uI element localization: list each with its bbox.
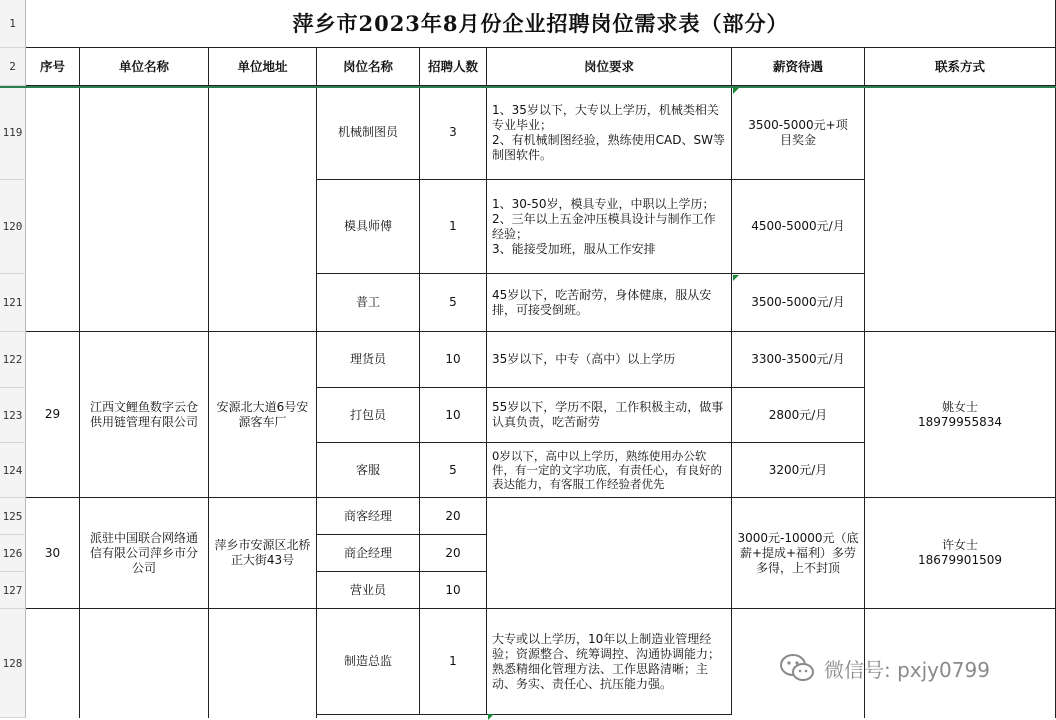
- count-cell[interactable]: 1: [420, 609, 487, 715]
- count-cell[interactable]: 20: [420, 535, 487, 572]
- cell-marker: [488, 714, 494, 720]
- header-contact[interactable]: 联系方式: [865, 48, 1056, 86]
- position-cell[interactable]: 商企经理: [317, 535, 420, 572]
- sheet-title[interactable]: 萍乡市2023年8月份企业招聘岗位需求表（部分）: [26, 0, 1056, 48]
- contact-cell-blank[interactable]: [865, 86, 1056, 332]
- row-header-126[interactable]: 126: [0, 535, 26, 572]
- salary-cell[interactable]: 3500-5000元+项目奖金: [732, 86, 865, 180]
- salary-cell[interactable]: 3500-5000元/月: [732, 274, 865, 332]
- position-cell[interactable]: 营业员: [317, 572, 420, 609]
- cell-marker: [733, 275, 739, 281]
- seq-cell-blank[interactable]: [26, 86, 80, 332]
- header-address[interactable]: 单位地址: [209, 48, 317, 86]
- header-seq[interactable]: 序号: [26, 48, 80, 86]
- seq-cell-blank[interactable]: [26, 609, 80, 718]
- row-header-125[interactable]: 125: [0, 498, 26, 535]
- cell-marker: [733, 88, 739, 94]
- requirements-cell[interactable]: 1、30-50岁，模具专业，中职以上学历； 2、三年以上五金冲压模具设计与制作工作经验； 3、能接受加班，服从工作安排: [487, 180, 732, 274]
- position-cell[interactable]: 制造总监: [317, 609, 420, 715]
- position-cell[interactable]: 普工: [317, 274, 420, 332]
- requirements-cell[interactable]: 45岁以下，吃苦耐劳，身体健康，服从安排，可接受倒班。: [487, 274, 732, 332]
- salary-cell[interactable]: 3300-3500元/月: [732, 332, 865, 388]
- row-header-122[interactable]: 122: [0, 332, 26, 388]
- count-cell[interactable]: 10: [420, 332, 487, 388]
- count-cell[interactable]: 10: [420, 388, 487, 443]
- count-cell[interactable]: 20: [420, 498, 487, 535]
- requirements-cell[interactable]: 35岁以下，中专（高中）以上学历: [487, 332, 732, 388]
- position-cell[interactable]: 客服: [317, 443, 420, 498]
- salary-cell[interactable]: 3200元/月: [732, 443, 865, 498]
- address-cell-blank[interactable]: [209, 86, 317, 332]
- company-cell-blank[interactable]: [80, 86, 209, 332]
- contact-cell[interactable]: 姚女士 18979955834: [865, 332, 1056, 498]
- requirements-cell[interactable]: 55岁以下，学历不限，工作积极主动，做事认真负责，吃苦耐劳: [487, 388, 732, 443]
- position-cell[interactable]: 机械制图员: [317, 86, 420, 180]
- contact-cell[interactable]: 许女士 18679901509: [865, 498, 1056, 609]
- seq-cell[interactable]: 30: [26, 498, 80, 609]
- position-cell[interactable]: 打包员: [317, 388, 420, 443]
- count-cell[interactable]: 3: [420, 86, 487, 180]
- row-header-124[interactable]: 124: [0, 443, 26, 498]
- watermark: [778, 648, 1048, 688]
- count-cell[interactable]: 1: [420, 180, 487, 274]
- requirements-cell[interactable]: 大专或以上学历，10年以上制造业管理经验；资源整合、统筹调控、沟通协调能力；熟悉精细化管理方法、工作思路清晰；主动、务实、责任心、抗压能力强。: [487, 609, 732, 715]
- requirements-cell[interactable]: 1、35岁以下，大专以上学历，机械类相关专业毕业； 2、有机械制图经验，熟练使用CAD、SW等制图软件。: [487, 86, 732, 180]
- company-cell[interactable]: 派驻中国联合网络通信有限公司萍乡市分公司: [80, 498, 209, 609]
- header-count[interactable]: 招聘人数: [420, 48, 487, 86]
- position-cell[interactable]: 商客经理: [317, 498, 420, 535]
- count-cell[interactable]: 5: [420, 443, 487, 498]
- salary-cell[interactable]: 4500-5000元/月: [732, 180, 865, 274]
- address-cell[interactable]: 安源北大道6号安源客车厂: [209, 332, 317, 498]
- header-salary[interactable]: 薪资待遇: [732, 48, 865, 86]
- address-cell-blank[interactable]: [209, 609, 317, 718]
- wechat-icon: [778, 653, 816, 683]
- frozen-pane-divider: [0, 86, 1056, 88]
- seq-cell[interactable]: 29: [26, 332, 80, 498]
- header-company[interactable]: 单位名称: [80, 48, 209, 86]
- header-requirements[interactable]: 岗位要求: [487, 48, 732, 86]
- position-cell[interactable]: 理货员: [317, 332, 420, 388]
- requirements-cell-blank[interactable]: [487, 498, 732, 609]
- salary-cell[interactable]: 2800元/月: [732, 388, 865, 443]
- count-cell[interactable]: 5: [420, 274, 487, 332]
- company-cell-blank[interactable]: [80, 609, 209, 718]
- position-cell[interactable]: 模具师傅: [317, 180, 420, 274]
- row-header-127[interactable]: 127: [0, 572, 26, 609]
- count-cell[interactable]: 10: [420, 572, 487, 609]
- company-cell[interactable]: 江西文鲤鱼数字云仓供用链管理有限公司: [80, 332, 209, 498]
- row-header-121[interactable]: 121: [0, 274, 26, 332]
- row-header-2[interactable]: 2: [0, 48, 26, 86]
- header-position[interactable]: 岗位名称: [317, 48, 420, 86]
- row-header-120[interactable]: 120: [0, 180, 26, 274]
- row-header-123[interactable]: 123: [0, 388, 26, 443]
- salary-cell[interactable]: 3000元-10000元（底薪+提成+福利）多劳多得，上不封顶: [732, 498, 865, 609]
- requirements-cell[interactable]: 0岁以下，高中以上学历，熟练使用办公软件，有一定的文字功底，有责任心，有良好的表达能力，有客服工作经验者优先: [487, 443, 732, 498]
- row-header-1[interactable]: 1: [0, 0, 26, 48]
- row-header-128[interactable]: 128: [0, 609, 26, 718]
- row-header-119[interactable]: 119: [0, 86, 26, 180]
- address-cell[interactable]: 萍乡市安源区北桥正大街43号: [209, 498, 317, 609]
- watermark-text: 微信号: pxjy0799: [824, 657, 990, 682]
